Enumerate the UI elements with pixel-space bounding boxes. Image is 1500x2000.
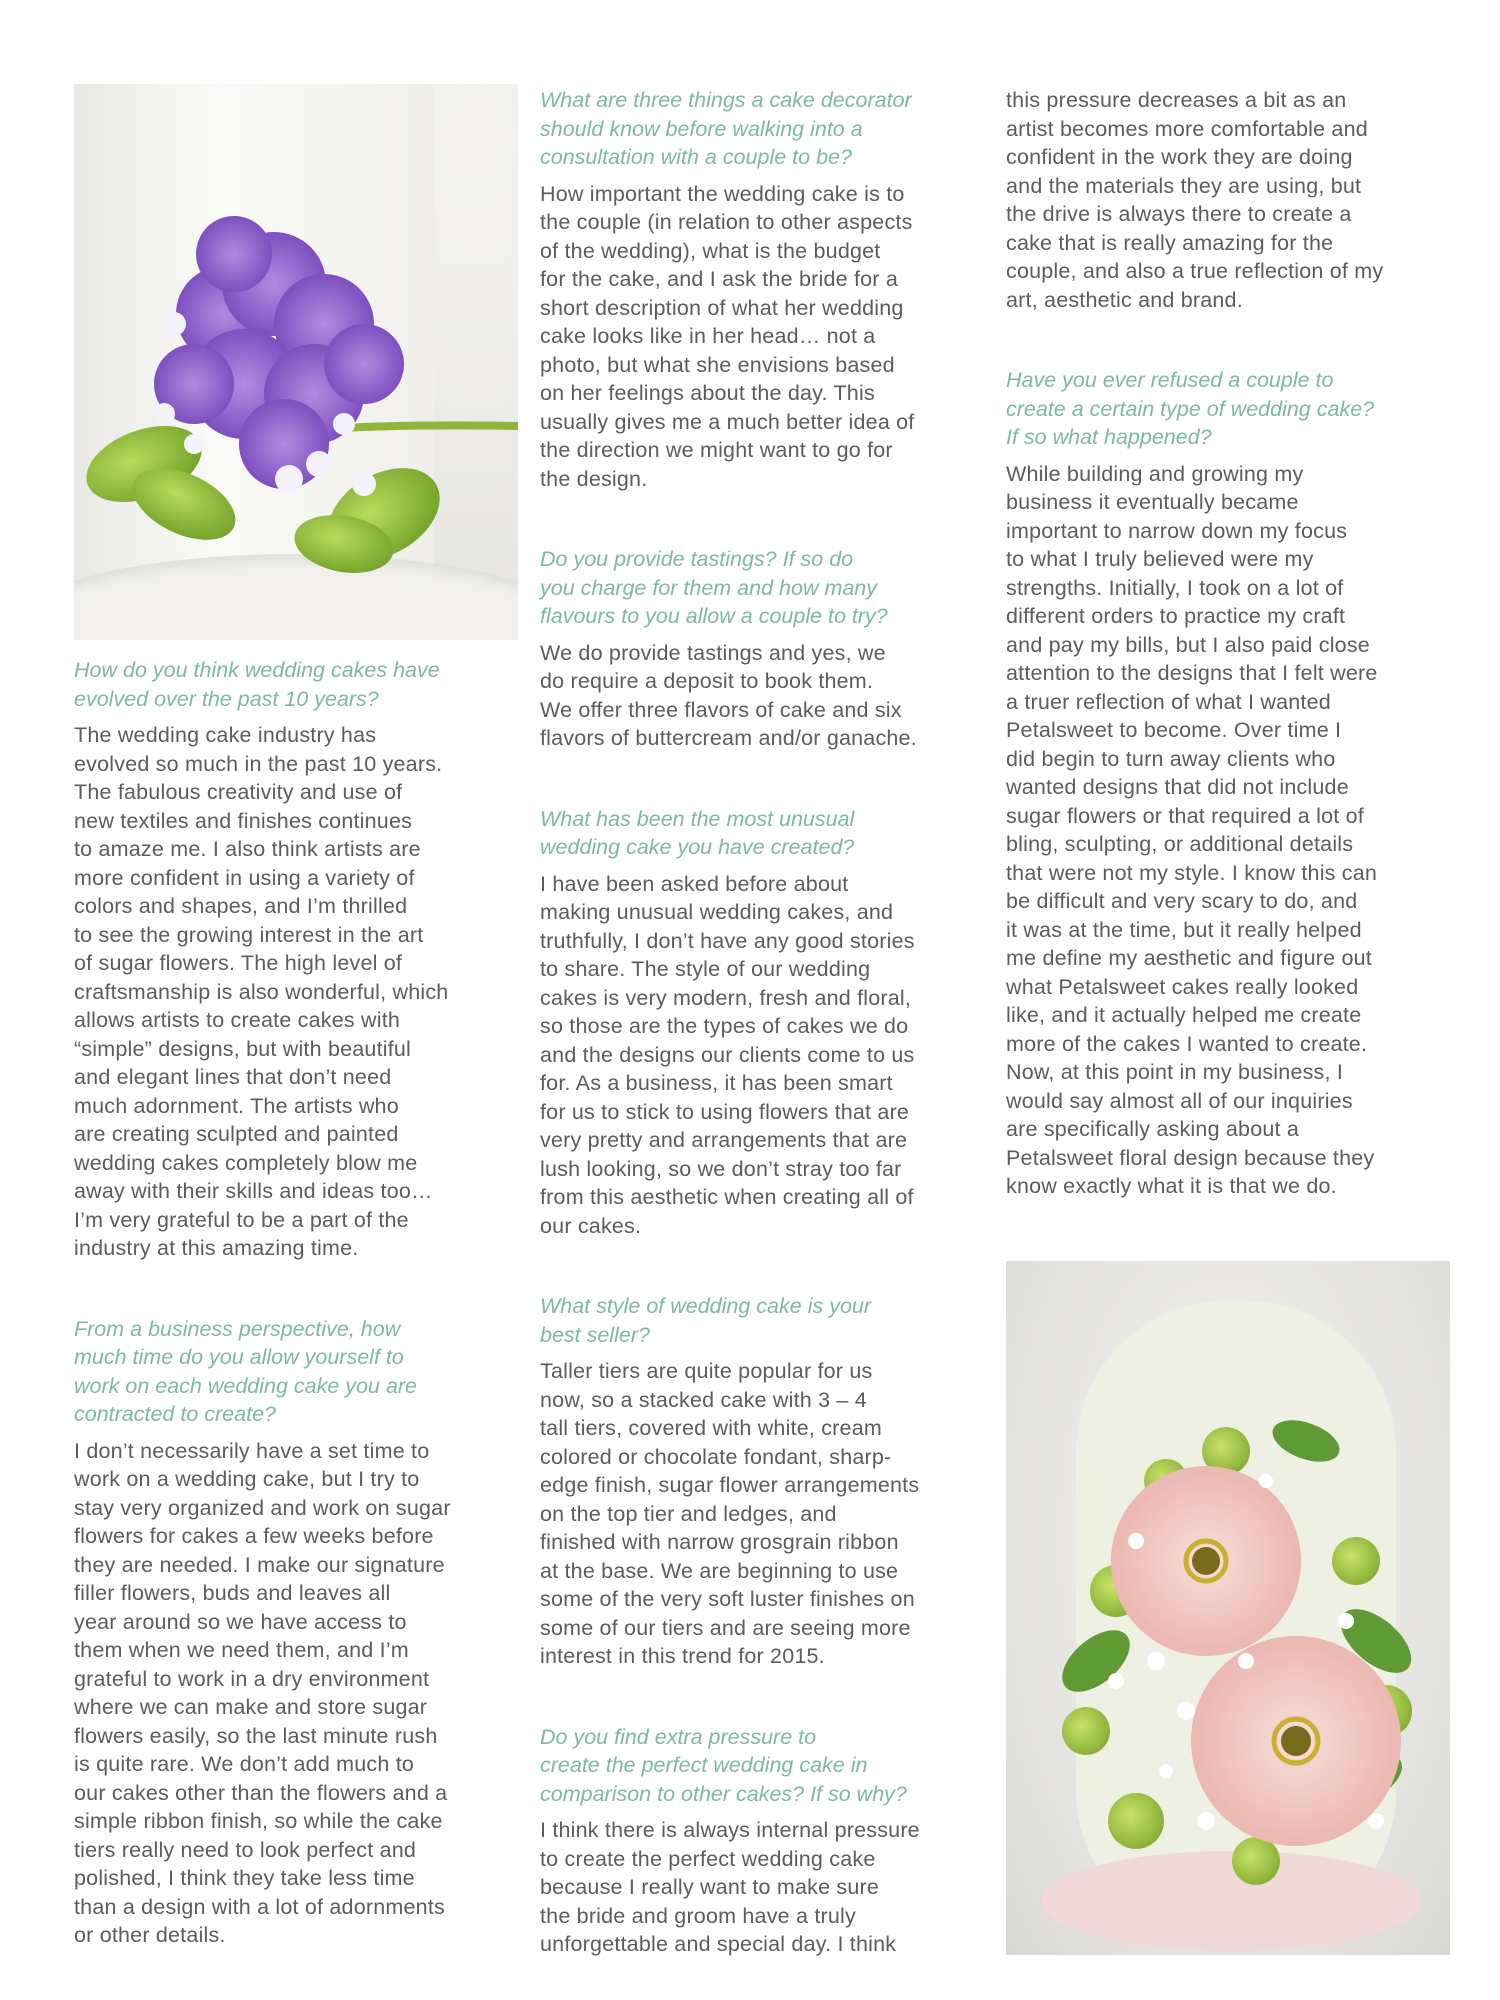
lilac-flower-illustration: [74, 84, 518, 640]
answer-paragraph: I have been asked before about making unusual wedding cakes, and truthfully, I don’t have any good stories to share. The style of our wedding cakes is very modern, fresh and floral, so those are the types of cakes we do and the designs our clients come to us for. As a business, it has been smart for us to stick to using flowers that are very pretty and arrangements that are lush looking, so we don’t stray too far from this aesthetic when creating all of our cakes.: [540, 871, 915, 1238]
question-heading: What are three things a cake decorator should know before walking into a consultation with a couple to be?: [540, 88, 912, 169]
question-heading: Do you find extra pressure to create the perfect wedding cake in comparison to other cakes? If so why?: [540, 1724, 907, 1806]
answer-paragraph: How important the wedding cake is to the couple (in relation to other aspects of the wedding), what is the budget for the cake, and I ask the bride for a short description of what her wedding cake looks like in her head… not a photo, but what she envisions based on her feelings about the day. This usually gives me a much better idea of the direction we might want to go for the design.: [540, 181, 915, 491]
cosmos-flower-illustration: [1006, 1261, 1450, 1955]
question-heading: From a business perspective, how much time do you allow yourself to work on each wedding cake you are contracted to create?: [74, 1316, 418, 1426]
continued-paragraph: this pressure decreases a bit as an artist becomes more comfortable and confident in the work they are doing and the materials they are using, but the drive is always there to create a cake that is really amazing for the couple, and also a true reflection of my art, aesthetic and brand.: [1006, 88, 1384, 312]
answer-paragraph: The wedding cake industry has evolved so much in the past 10 years. The fabulous creativity and use of new textiles and finishes continues to amaze me. I also think artists are more confident in using a variety of colors and shapes, and I’m thrilled to see the growing interest in the art of sugar flowers. The high level of craftsmanship is also wonderful, which allows artists to create cakes with “simple” designs, but with beautiful and elegant lines that don’t need much adornment. The artists who are creating sculpted and painted wedding cakes completely blow me away with their skills and ideas too… I’m very grateful to be a part of the industry at this amazing time.: [74, 723, 449, 1260]
answer-paragraph: Taller tiers are quite popular for us now, so a stacked cake with 3 – 4 tall tiers, covered with white, cream colored or chocolate fondant, sharp- edge finish, sugar flower arrangements on the top tier and ledges, and finished with narrow grosgrain ribbon at the base. We are beginning to use some of the very soft luster finishes on some of our tiers and are seeing more interest in this trend for 2015.: [540, 1359, 920, 1668]
question-heading: Do you provide tastings? If so do you charge for them and how many flavours to you allow a couple to try?: [540, 547, 888, 628]
question-heading: How do you think wedding cakes have evolved over the past 10 years?: [74, 658, 440, 711]
lilac-cake-photo: [74, 84, 518, 640]
cosmos-cake-photo: [1006, 1261, 1450, 1955]
answer-paragraph: We do provide tastings and yes, we do require a deposit to book them. We offer three flavors of cake and six flavors of buttercream and/or ganache.: [540, 640, 917, 750]
answer-paragraph: I think there is always internal pressure to create the perfect wedding cake because I really want to make sure the bride and groom have a truly unforgettable and special day. I think: [540, 1818, 920, 1956]
question-heading: What has been the most unusual wedding cake you have created?: [540, 806, 855, 859]
column-2: [540, 86, 986, 1959]
column-1: [74, 84, 520, 1950]
answer-paragraph: While building and growing my business it eventually became important to narrow down my focus to what I truly believed were my strengths. Initially, I took on a lot of different orders to practice my craft and pay my bills, but I also paid close attention to the designs that I felt were a truer reflection of what I wanted Petalsweet to become. Over time I did begin to turn away clients who wanted designs that did not include sugar flowers or that required a lot of bling, sculpting, or additional details that were not my style. I know this can be difficult and very scary to do, and it was at the time, but it really helped me define my aesthetic and figure out what Petalsweet cakes really looked like, and it actually helped me create more of the cakes I wanted to create. Now, at this point in my business, I would say almost all of our inquiries are specifically asking about a Petalsweet floral design because they know exactly what it is that we do.: [1006, 461, 1378, 1198]
column-3: [1006, 86, 1452, 1955]
answer-paragraph: I don’t necessarily have a set time to work on a wedding cake, but I try to stay very organized and work on sugar flowers for cakes a few weeks before they are needed. I make our signature filler flowers, buds and leaves all year around so we have access to them when we need them, and I’m grateful to work in a dry environment where we can make and store sugar flowers easily, so the last minute rush is quite rare. We don’t add much to our cakes other than the flowers and a simple ribbon finish, so while the cake tiers really need to look perfect and polished, I think they take less time than a design with a lot of adornments or other details.: [74, 1438, 451, 1947]
question-heading: What style of wedding cake is your best seller?: [540, 1294, 872, 1347]
question-heading: Have you ever refused a couple to create a certain type of wedding cake? If so what happened?: [1006, 368, 1375, 449]
